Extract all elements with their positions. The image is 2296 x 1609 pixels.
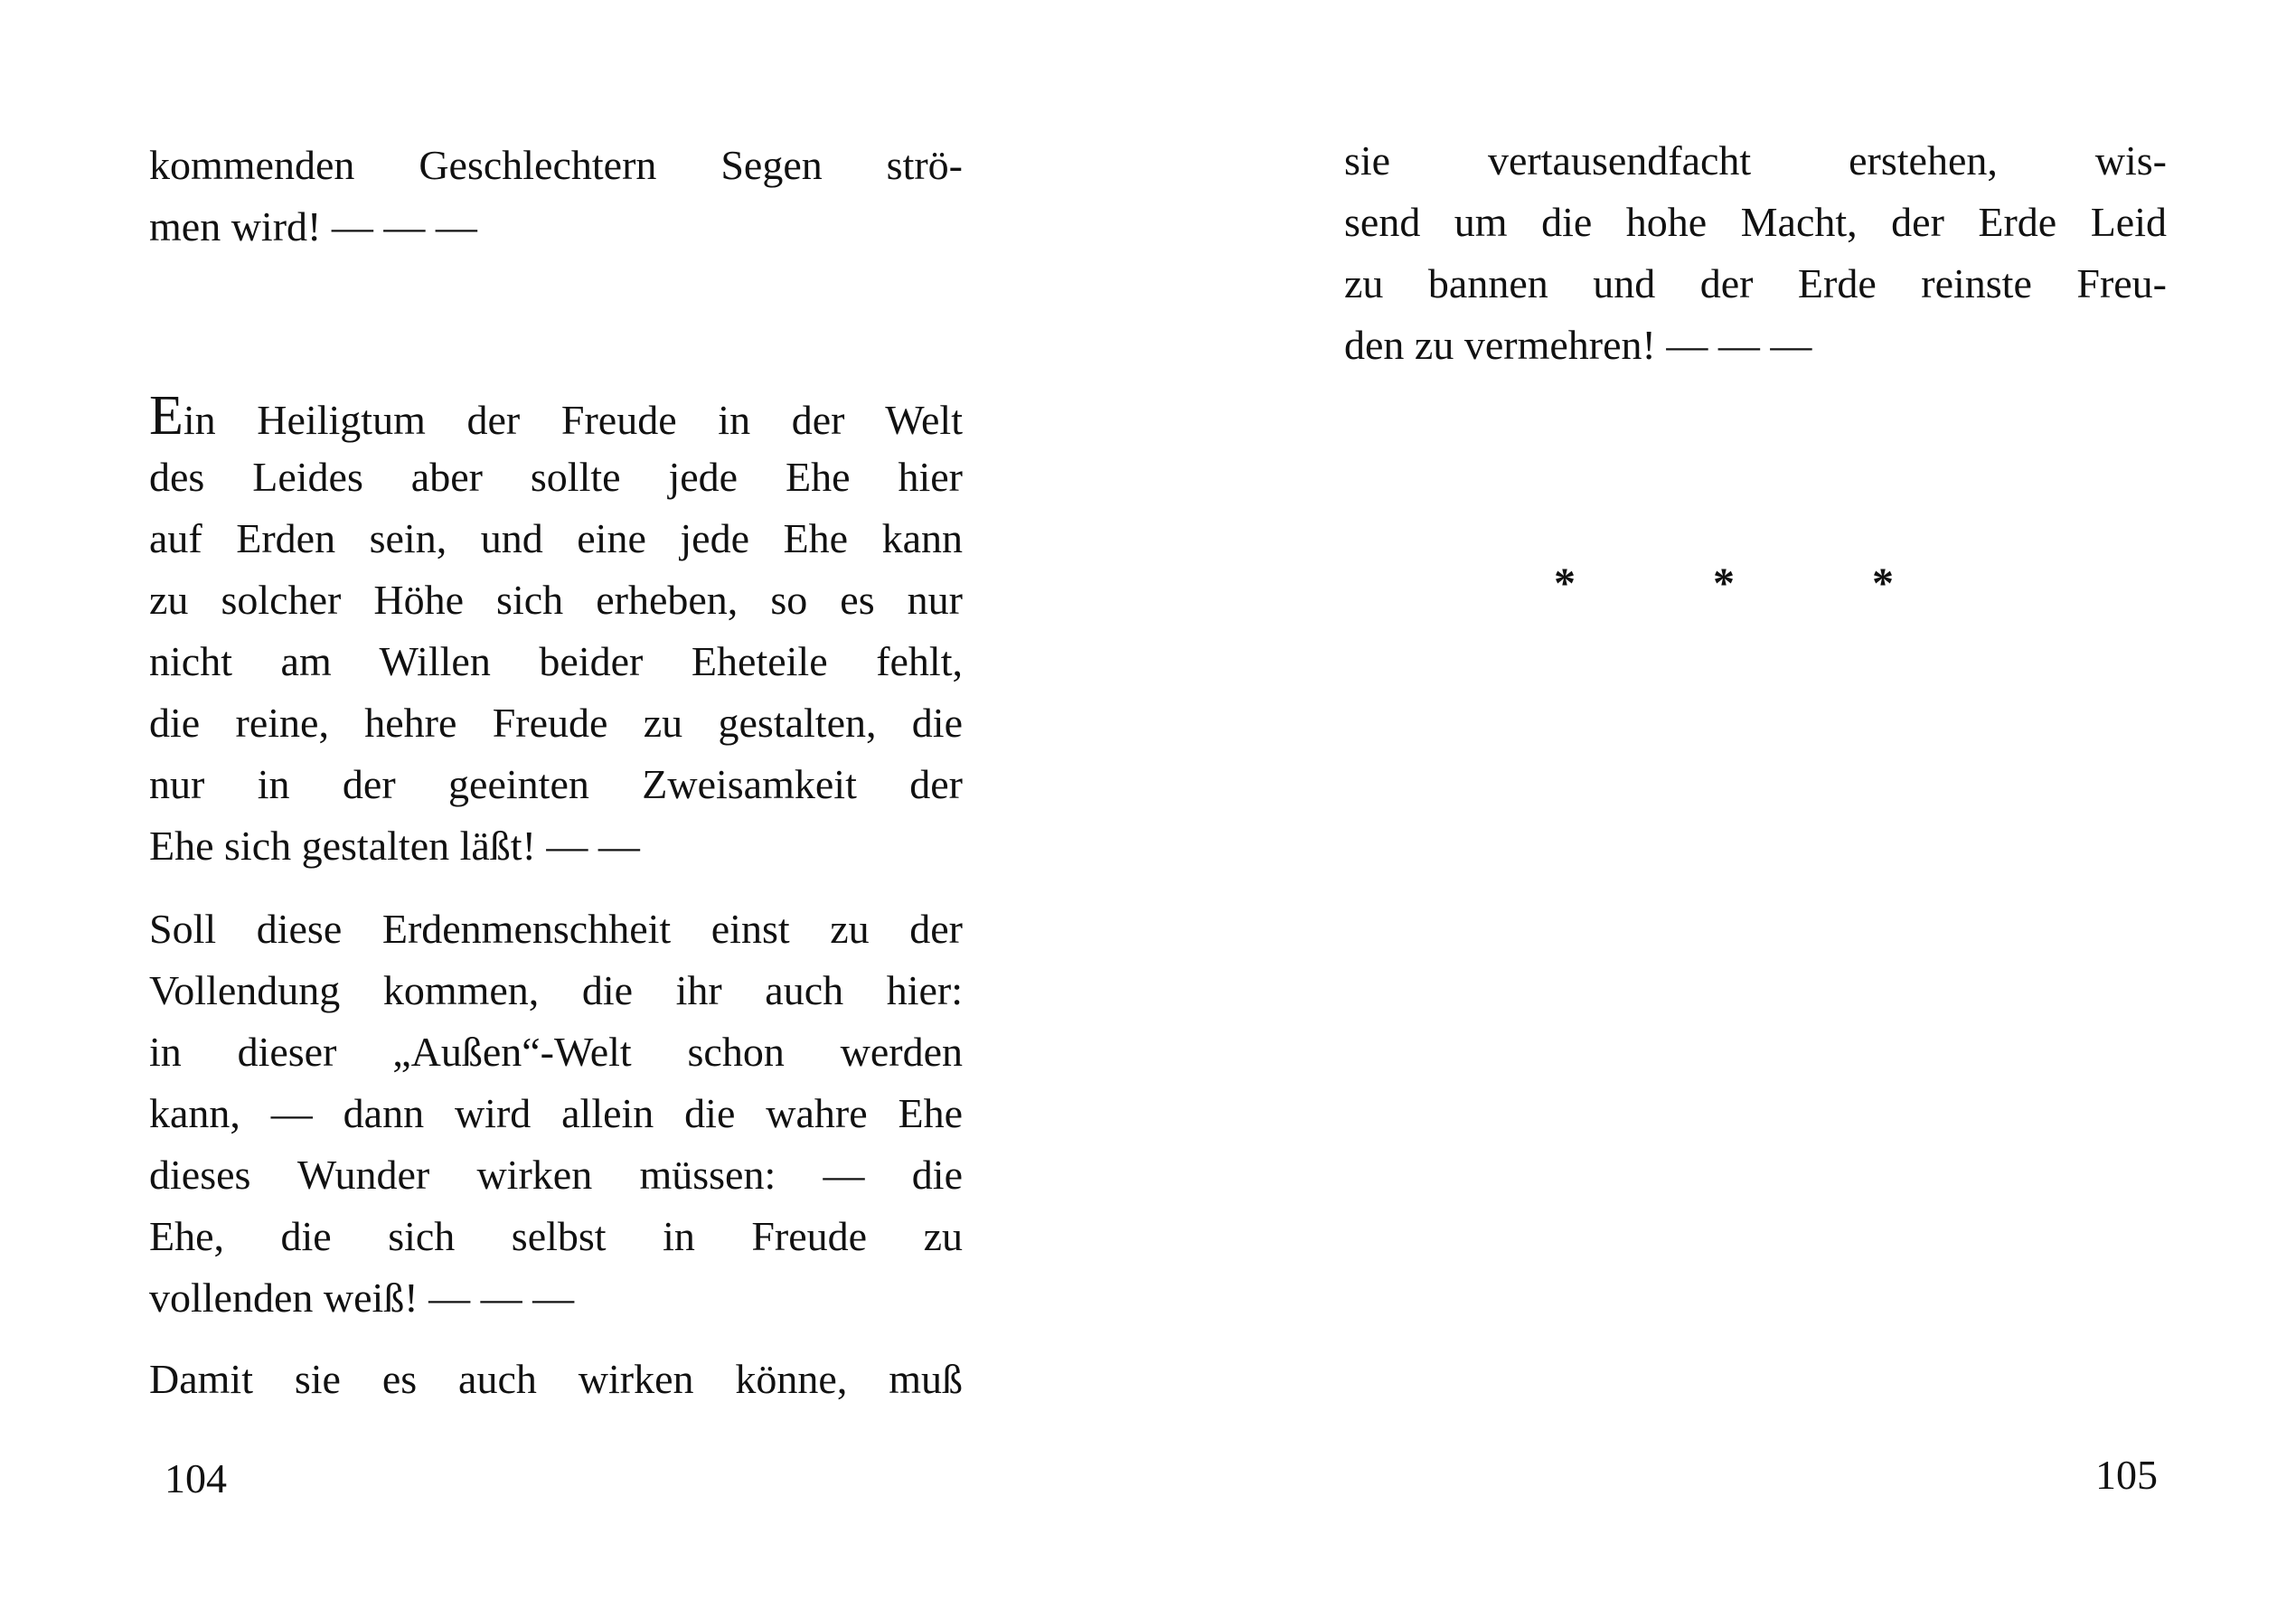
text-line: zu bannen und der Erde reinste Freu-: [1344, 260, 2167, 306]
text-line: vollenden weiß! — — —: [149, 1275, 575, 1321]
section-asterism: * * *: [1554, 560, 1957, 607]
text-line: kommenden Geschlechtern Segen strö-: [149, 142, 963, 188]
page-number-left: 104: [165, 1455, 227, 1501]
text-line: nicht am Willen beider Eheteile fehlt,: [149, 638, 963, 684]
text-line: men wird! — — —: [149, 203, 477, 249]
text-line: sie vertausendfacht erstehen, wis-: [1344, 137, 2167, 183]
text-line: des Leides aber sollte jede Ehe hier: [149, 454, 963, 500]
text-line: Ehe, die sich selbst in Freude zu: [149, 1213, 963, 1259]
text-line: auf Erden sein, und eine jede Ehe kann: [149, 515, 963, 561]
text-line: Vollendung kommen, die ihr auch hier:: [149, 967, 963, 1013]
text-line: in dieser „Außen“-Welt schon werden: [149, 1029, 963, 1075]
text-line: nur in der geeinten Zweisamkeit der: [149, 761, 963, 807]
text-line: Ehe sich gestalten läßt! — —: [149, 823, 640, 869]
text-line: den zu vermehren! — — —: [1344, 322, 1812, 368]
text-line: Soll diese Erdenmenschheit einst zu der: [149, 906, 963, 952]
text-line: Damit sie es auch wirken könne, muß: [149, 1356, 963, 1402]
text-line: zu solcher Höhe sich erheben, so es nur: [149, 577, 963, 623]
page-number-right: 105: [2095, 1452, 2158, 1498]
text-line: kann, — dann wird allein die wahre Ehe: [149, 1090, 963, 1136]
text-line: die reine, hehre Freude zu gestalten, die: [149, 700, 963, 746]
text-line: dieses Wunder wirken müssen: — die: [149, 1152, 963, 1198]
paragraph-first-line: Ein Heiligtum der Freude in der Welt: [149, 385, 963, 447]
text-line: send um die hohe Macht, der Erde Leid: [1344, 199, 2167, 245]
